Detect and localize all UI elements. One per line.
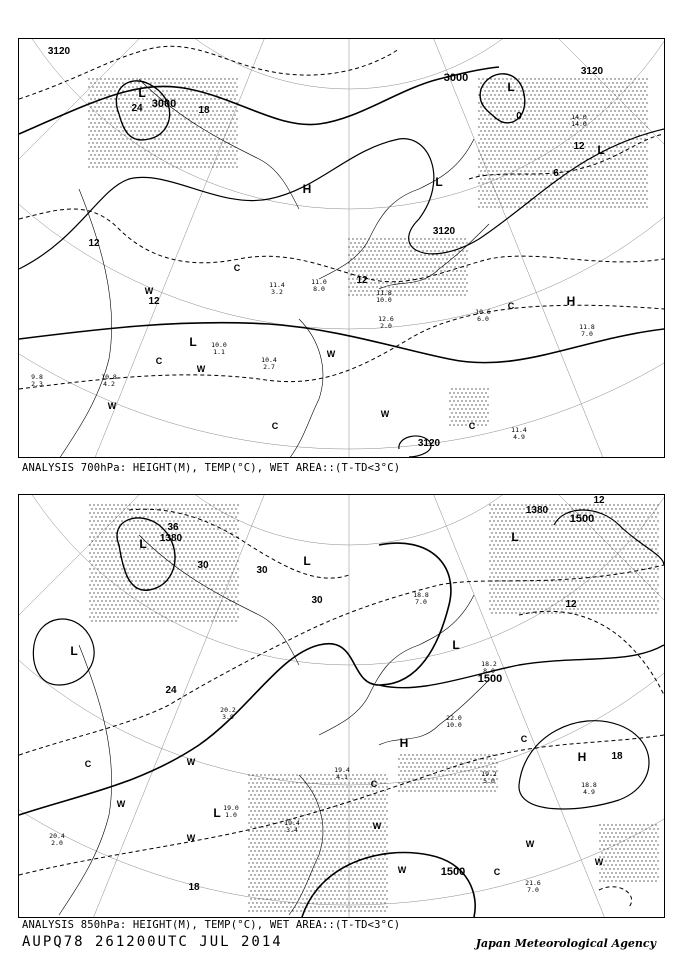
low-pressure-marker: L [213,806,221,820]
height-label: 3120 [580,66,604,77]
temperature-label: 18 [611,751,623,762]
low-pressure-marker: L [597,143,605,157]
map-850-coastline [289,775,323,915]
temperature-label: 18 [198,105,210,116]
station-temperature: 11.8 [376,289,392,297]
high-pressure-marker: H [566,294,576,308]
height-label: 3120 [47,46,71,57]
station-dewpoint: 7.0 [581,330,593,338]
map-700hpa-canvas [19,39,664,457]
warm-center-marker: W [525,839,535,849]
station-temperature: 21.6 [525,879,541,887]
station-dewpoint: 3.2 [271,288,283,296]
cold-center-marker: C [233,263,241,273]
high-pressure-marker: H [302,182,312,196]
wet-area [248,774,387,911]
warm-center-marker: W [196,364,206,374]
station-temperature: 10.6 [475,308,491,316]
station-dewpoint: 8.0 [483,667,495,675]
station-dewpoint: 2.0 [380,322,392,330]
map-850-meridian [349,495,664,764]
cold-center-marker: C [370,779,378,789]
map-850hpa-caption: ANALYSIS 850hPa: HEIGHT(M), TEMP(°C), WET AREA::(T-TD<3°C) [22,919,401,931]
station-dewpoint: 1.0 [225,811,237,819]
height-label: 1380 [525,505,549,516]
map-700-coastline [59,189,112,457]
map-850-meridian [19,495,349,764]
low-pressure-marker: L [435,175,443,189]
station-dewpoint: 7.0 [415,598,427,606]
map-700-meridian [349,39,664,457]
station-temperature: 10.8 [101,373,117,381]
station-dewpoint: 5.0 [483,777,495,785]
height-contour [302,853,475,917]
station-dewpoint: 4.9 [583,788,595,796]
wet-area [348,238,467,295]
map-850-coastline [59,645,112,915]
map-700-meridian [349,39,664,457]
temperature-label: 36 [167,522,179,533]
station-temperature: 12.6 [378,315,394,323]
height-label: 3000 [151,98,177,110]
station-dewpoint: 10.0 [446,721,462,729]
station-temperature: 19.4 [284,819,300,827]
low-pressure-marker: L [507,80,515,94]
warm-center-marker: W [186,757,196,767]
low-pressure-marker: L [139,537,147,551]
map-850hpa [18,494,665,918]
temperature-label: 24 [165,685,177,696]
station-temperature: 11.4 [511,426,527,434]
cold-center-marker: C [520,734,528,744]
map-850hpa-canvas [19,495,664,917]
map-700hpa-caption: ANALYSIS 700hPa: HEIGHT(M), TEMP(°C), WET AREA::(T-TD<3°C) [22,462,401,474]
map-700hpa [18,38,665,458]
temperature-label: 12 [565,599,577,610]
map-850-latitude-arc [19,495,664,785]
temperature-label: 12 [88,238,100,249]
warm-center-marker: W [326,349,336,359]
temperature-label: 30 [311,595,323,606]
temperature-label: 30 [197,560,209,571]
cold-center-marker: C [507,301,515,311]
warm-center-marker: W [144,286,154,296]
station-temperature: 19.4 [334,766,350,774]
station-dewpoint: 4.9 [513,433,525,441]
station-dewpoint: 2.7 [263,363,275,371]
map-700-meridian [19,39,349,457]
height-label: 3120 [432,226,456,237]
height-label: 1500 [440,866,466,878]
station-temperature: 20.4 [49,832,65,840]
cold-center-marker: C [155,356,163,366]
station-temperature: 18.8 [581,781,597,789]
height-contour [19,543,451,815]
map-850-meridian [349,495,664,917]
station-dewpoint: 7.0 [527,886,539,894]
height-contour [33,619,94,685]
warm-center-marker: W [186,833,196,843]
low-pressure-marker: L [511,530,519,544]
station-temperature: 11.8 [579,323,595,331]
map-700-coastline [289,319,323,457]
station-temperature: 20.2 [220,706,236,714]
low-pressure-marker: L [452,638,460,652]
station-dewpoint: 2.3 [31,380,43,388]
map-700-latitude-arc [19,39,664,329]
station-dewpoint: 14.0 [571,120,587,128]
height-label: 1500 [477,673,503,685]
station-dewpoint: 4.2 [103,380,115,388]
temperature-label: 6 [553,168,559,179]
station-dewpoint: 4.1 [336,773,348,781]
station-temperature: 9.8 [31,373,43,381]
station-dewpoint: 10.0 [376,296,392,304]
station-dewpoint: 8.0 [313,285,325,293]
map-850-meridian [349,495,664,917]
chart-code-and-time: AUPQ78 261200UTC JUL 2014 [22,934,283,950]
temperature-label: 12 [148,296,160,307]
station-temperature: 22.0 [446,714,462,722]
warm-center-marker: W [594,857,604,867]
temperature-label: 24 [131,103,143,114]
warm-center-marker: W [397,865,407,875]
station-temperature: 14.0 [571,113,587,121]
map-850-coastline [379,680,489,745]
wet-area [599,824,658,881]
map-700-meridian [19,39,349,457]
temperature-isotherm [19,46,399,99]
temperature-label: 12 [356,275,368,286]
temperature-label: 30 [256,565,268,576]
warm-center-marker: W [107,401,117,411]
station-dewpoint: 3.4 [286,826,298,834]
temperature-isotherm [19,209,664,282]
temperature-label: 0 [516,111,522,122]
temperature-label: 18 [188,882,200,893]
map-850-meridian [19,495,349,917]
warm-center-marker: W [116,799,126,809]
map-850-meridian [19,495,349,917]
low-pressure-marker: L [189,335,197,349]
station-dewpoint: 6.0 [477,315,489,323]
warm-center-marker: W [372,821,382,831]
station-temperature: 18.8 [413,591,429,599]
station-temperature: 19.2 [481,770,497,778]
cold-center-marker: C [271,421,279,431]
cold-center-marker: C [84,759,92,769]
height-label: 1380 [159,533,183,544]
cold-center-marker: C [468,421,476,431]
station-dewpoint: 1.1 [213,348,225,356]
high-pressure-marker: H [577,750,587,764]
temperature-isotherm [599,887,632,907]
height-label: 3120 [417,438,441,449]
station-temperature: 10.0 [211,341,227,349]
temperature-label: 12 [593,495,605,506]
station-dewpoint: 2.0 [51,839,63,847]
station-temperature: 19.0 [223,804,239,812]
temperature-label: 12 [573,141,585,152]
station-temperature: 10.4 [261,356,277,364]
map-850-latitude-arc [19,495,664,665]
low-pressure-marker: L [138,86,146,100]
station-dewpoint: 3.9 [222,713,234,721]
low-pressure-marker: L [303,554,311,568]
map-700-meridian [19,39,349,308]
agency-name: Japan Meteorological Agency [475,937,656,950]
warm-center-marker: W [380,409,390,419]
height-contour [19,323,664,363]
cold-center-marker: C [493,867,501,877]
station-temperature: 11.4 [269,281,285,289]
temperature-isotherm [19,735,664,875]
height-label: 1500 [569,513,595,525]
low-pressure-marker: L [70,644,78,658]
high-pressure-marker: H [399,736,409,750]
station-temperature: 18.2 [481,660,497,668]
map-850-coastline [139,535,299,665]
height-label: 3000 [443,72,469,84]
wet-area [88,78,237,167]
height-contour [379,645,664,688]
station-temperature: 11.0 [311,278,327,286]
